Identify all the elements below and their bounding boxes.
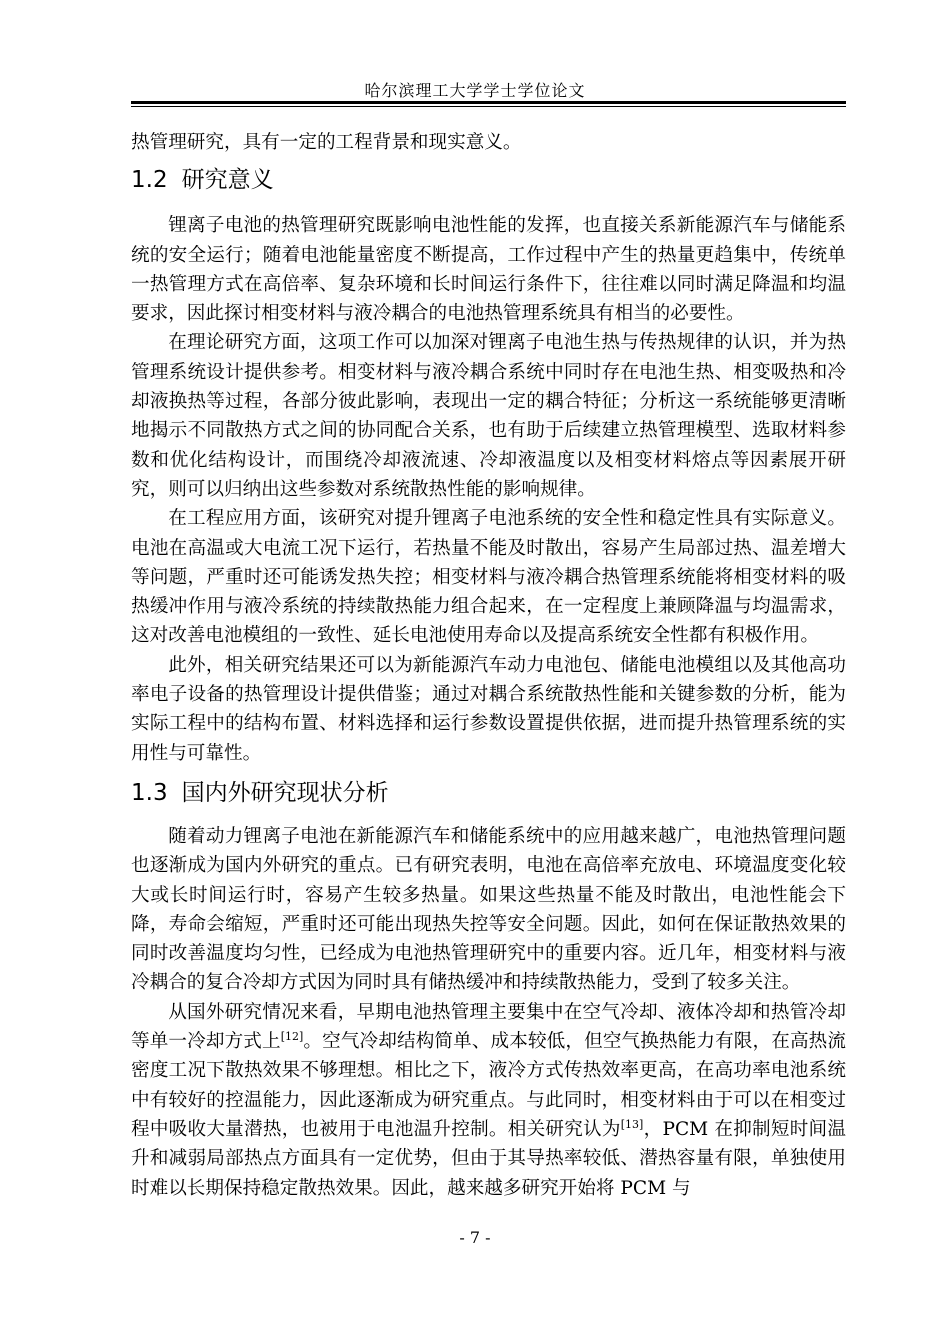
section-number: 1.2 xyxy=(131,167,168,194)
section-number: 1.3 xyxy=(131,779,168,806)
page-number: - 7 - xyxy=(459,1228,491,1247)
section-title: 研究意义 xyxy=(181,167,274,194)
paragraph-with-citations xyxy=(131,998,846,1203)
running-header: 哈尔滨理工大学学士学位论文 xyxy=(364,81,586,100)
citation-marker: [13] xyxy=(620,1117,644,1131)
paragraph: 随着动力锂离子电池在新能源汽车和储能系统中的应用越来越广，电池热管理问题也逐渐成为国内外研究的重点。已有研究表明，电池在高倍率充放电、环境温度变化较大或长时间运行时，容易产生较多热量。如果这些热量不能及时散出，电池性能会下降，寿命会缩短，严重时还可能出现热失控等安全问题。因此，如何在保证散热效果的同时改善温度均匀性，已经成为电池热管理研究中的重要内容。近几年，相变材料与液冷耦合的复合冷却方式因为同时具有储热缓冲和持续散热能力，受到了较多关注。 xyxy=(131,825,846,994)
paragraph: 在理论研究方面，这项工作可以加深对锂离子电池生热与传热规律的认识，并为热管理系统设计提供参考。相变材料与液冷耦合系统中同时存在电池生热、相变吸热和冷却液换热等过程，各部分彼此影响，表现出一定的耦合特征；分析这一系统能够更清晰地揭示不同散热方式之间的协同配合关系，也有助于后续建立热管理模型、选取材料参数和优化结构设计，而围绕冷却液流速、冷却液温度以及相变材料熔点等因素展开研究，则可以归纳出这些参数对系统散热性能的影响规律。 xyxy=(131,332,846,500)
paragraph-text: 。空气冷却结构简单、成本较低，但空气换热能力有限，在高热流密度工况下散热效果不够理想。相比之下，液冷方式传热效率更高，在高功率电池系统中有较好的控温能力，因此逐渐成为研究重点。与此同时，相变材料由于可以在相变过程中吸收大量潜热，也被用于电池温升控制。相关研究认为 xyxy=(131,1031,846,1140)
paragraph-text: 从国外研究情况来看，早期电池热管理主要集中在空气冷却、液体冷却和热管冷却等单一冷却方式上 xyxy=(131,1001,846,1053)
header-rule-thin xyxy=(131,106,846,107)
section-heading-1-3 xyxy=(131,776,846,810)
section-title: 国内外研究现状分析 xyxy=(181,779,389,806)
paragraph: 此外，相关研究结果还可以为新能源汽车动力电池包、储能电池模组以及其他高功率电子设备的热管理设计提供借鉴；通过对耦合系统散热性能和关键参数的分析，能为实际工程中的结构布置、材料选择和运行参数设置提供依据，进而提升热管理系统的实用性与可靠性。 xyxy=(131,654,846,764)
paragraph-text: ，PCM 在抑制短时间温升和减弱局部热点方面具有一定优势，但由于其导热率较低、潜热容量有限，单独使用时难以长期保持稳定散热效果。因此，越来越多研究开始将 PCM 与 xyxy=(131,1118,846,1199)
continued-paragraph: 热管理研究，具有一定的工程背景和现实意义。 xyxy=(131,132,522,153)
section-heading-1-2 xyxy=(131,163,846,197)
paragraph: 在工程应用方面，该研究对提升锂离子电池系统的安全性和稳定性具有实际意义。电池在高温或大电流工况下运行，若热量不能及时散出，容易产生局部过热、温差增大等问题，严重时还可能诱发热失控；相变材料与液冷耦合热管理系统能将相变材料的吸热缓冲作用与液冷系统的持续散热能力组合起来，在一定程度上兼顾降温与均温需求，这对改善电池模组的一致性、延长电池使用寿命以及提高系统安全性都有积极作用。 xyxy=(131,508,846,647)
page-body xyxy=(131,128,846,1203)
paragraph: 锂离子电池的热管理研究既影响电池性能的发挥，也直接关系新能源汽车与储能系统的安全运行；随着电池能量密度不断提高，工作过程中产生的热量更趋集中，传统单一热管理方式在高倍率、复杂环境和长时间运行条件下，往往难以同时满足降温和均温要求，因此探讨相变材料与液冷耦合的电池热管理系统具有相当的必要性。 xyxy=(131,215,846,325)
header-rule-thick xyxy=(131,101,846,104)
citation-marker: [12] xyxy=(280,1030,304,1044)
